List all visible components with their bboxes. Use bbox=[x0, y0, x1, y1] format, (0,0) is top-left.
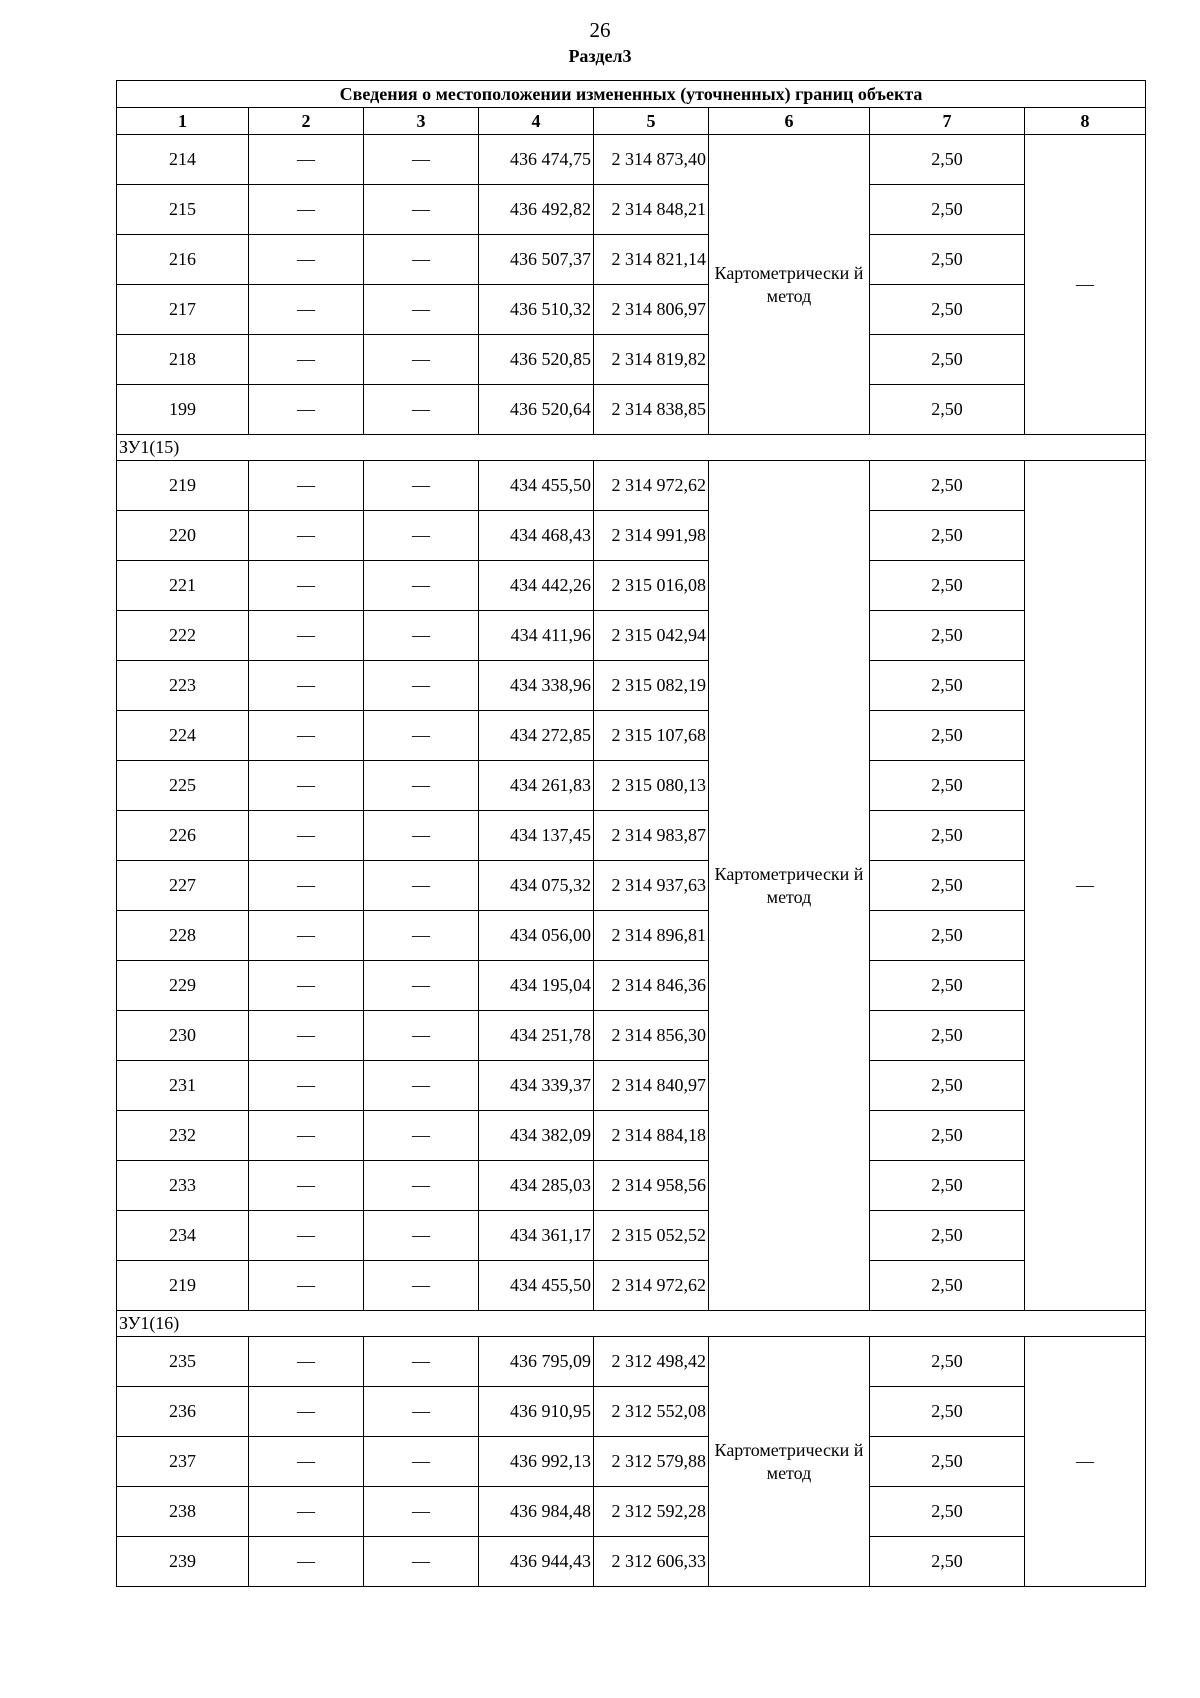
dash-cell: — bbox=[364, 1487, 479, 1537]
dash-cell: — bbox=[249, 1537, 364, 1587]
x-coordinate-cell: 436 507,37 bbox=[479, 235, 594, 285]
accuracy-cell: 2,50 bbox=[870, 1161, 1025, 1211]
dash-cell: — bbox=[364, 611, 479, 661]
table-row bbox=[117, 711, 1146, 761]
column-number: 4 bbox=[479, 108, 594, 135]
accuracy-cell: 2,50 bbox=[870, 1211, 1025, 1261]
dash-cell: — bbox=[364, 961, 479, 1011]
accuracy-cell: 2,50 bbox=[870, 711, 1025, 761]
dash-cell: — bbox=[249, 911, 364, 961]
point-number-cell: 225 bbox=[117, 761, 249, 811]
boundary-coordinates-table bbox=[116, 80, 1146, 1587]
dash-cell: — bbox=[364, 861, 479, 911]
dash-cell: — bbox=[364, 1437, 479, 1487]
x-coordinate-cell: 436 510,32 bbox=[479, 285, 594, 335]
dash-cell: — bbox=[364, 135, 479, 185]
dash-cell: — bbox=[249, 811, 364, 861]
y-coordinate-cell: 2 312 606,33 bbox=[594, 1537, 709, 1587]
point-number-cell: 227 bbox=[117, 861, 249, 911]
table-row bbox=[117, 135, 1146, 185]
y-coordinate-cell: 2 315 016,08 bbox=[594, 561, 709, 611]
x-coordinate-cell: 434 075,32 bbox=[479, 861, 594, 911]
point-number-cell: 214 bbox=[117, 135, 249, 185]
dash-cell: — bbox=[249, 1161, 364, 1211]
table-row bbox=[117, 1161, 1146, 1211]
table-row bbox=[117, 761, 1146, 811]
x-coordinate-cell: 436 984,48 bbox=[479, 1487, 594, 1537]
y-coordinate-cell: 2 314 896,81 bbox=[594, 911, 709, 961]
x-coordinate-cell: 434 455,50 bbox=[479, 1261, 594, 1311]
dash-cell: — bbox=[249, 1061, 364, 1111]
land-plot-label: ЗУ1(16) bbox=[117, 1311, 1146, 1337]
dash-cell: — bbox=[249, 761, 364, 811]
dash-cell: — bbox=[249, 961, 364, 1011]
table-row bbox=[117, 461, 1146, 511]
description-cell: — bbox=[1025, 461, 1146, 1311]
dash-cell: — bbox=[364, 1161, 479, 1211]
dash-cell: — bbox=[249, 1337, 364, 1387]
point-number-cell: 216 bbox=[117, 235, 249, 285]
x-coordinate-cell: 434 137,45 bbox=[479, 811, 594, 861]
x-coordinate-cell: 434 338,96 bbox=[479, 661, 594, 711]
page-number: 26 bbox=[589, 18, 611, 42]
point-number-cell: 238 bbox=[117, 1487, 249, 1537]
dash-cell: — bbox=[364, 661, 479, 711]
table-row bbox=[117, 1487, 1146, 1537]
y-coordinate-cell: 2 314 806,97 bbox=[594, 285, 709, 335]
accuracy-cell: 2,50 bbox=[870, 461, 1025, 511]
point-number-cell: 226 bbox=[117, 811, 249, 861]
table-row bbox=[117, 235, 1146, 285]
point-number-cell: 220 bbox=[117, 511, 249, 561]
y-coordinate-cell: 2 314 873,40 bbox=[594, 135, 709, 185]
x-coordinate-cell: 436 474,75 bbox=[479, 135, 594, 185]
section-title: Раздел3 bbox=[568, 46, 632, 66]
accuracy-cell: 2,50 bbox=[870, 511, 1025, 561]
point-number-cell: 233 bbox=[117, 1161, 249, 1211]
group-header-row bbox=[117, 435, 1146, 461]
accuracy-cell: 2,50 bbox=[870, 1537, 1025, 1587]
x-coordinate-cell: 434 455,50 bbox=[479, 461, 594, 511]
accuracy-cell: 2,50 bbox=[870, 661, 1025, 711]
dash-cell: — bbox=[364, 1011, 479, 1061]
dash-cell: — bbox=[249, 711, 364, 761]
y-coordinate-cell: 2 314 856,30 bbox=[594, 1011, 709, 1061]
y-coordinate-cell: 2 314 846,36 bbox=[594, 961, 709, 1011]
table-row bbox=[117, 1387, 1146, 1437]
y-coordinate-cell: 2 315 042,94 bbox=[594, 611, 709, 661]
accuracy-cell: 2,50 bbox=[870, 335, 1025, 385]
column-number: 3 bbox=[364, 108, 479, 135]
point-number-cell: 218 bbox=[117, 335, 249, 385]
y-coordinate-cell: 2 312 552,08 bbox=[594, 1387, 709, 1437]
y-coordinate-cell: 2 314 983,87 bbox=[594, 811, 709, 861]
y-coordinate-cell: 2 314 958,56 bbox=[594, 1161, 709, 1211]
x-coordinate-cell: 434 339,37 bbox=[479, 1061, 594, 1111]
accuracy-cell: 2,50 bbox=[870, 561, 1025, 611]
dash-cell: — bbox=[364, 461, 479, 511]
point-number-cell: 199 bbox=[117, 385, 249, 435]
dash-cell: — bbox=[249, 1011, 364, 1061]
dash-cell: — bbox=[249, 511, 364, 561]
accuracy-cell: 2,50 bbox=[870, 811, 1025, 861]
description-cell: — bbox=[1025, 1337, 1146, 1587]
y-coordinate-cell: 2 314 884,18 bbox=[594, 1111, 709, 1161]
dash-cell: — bbox=[249, 861, 364, 911]
point-number-cell: 236 bbox=[117, 1387, 249, 1437]
accuracy-cell: 2,50 bbox=[870, 1061, 1025, 1111]
dash-cell: — bbox=[364, 1387, 479, 1437]
group-header-row bbox=[117, 1311, 1146, 1337]
accuracy-cell: 2,50 bbox=[870, 1261, 1025, 1311]
accuracy-cell: 2,50 bbox=[870, 135, 1025, 185]
dash-cell: — bbox=[249, 611, 364, 661]
y-coordinate-cell: 2 314 819,82 bbox=[594, 335, 709, 385]
x-coordinate-cell: 434 261,83 bbox=[479, 761, 594, 811]
x-coordinate-cell: 434 285,03 bbox=[479, 1161, 594, 1211]
point-number-cell: 215 bbox=[117, 185, 249, 235]
dash-cell: — bbox=[249, 185, 364, 235]
x-coordinate-cell: 436 520,64 bbox=[479, 385, 594, 435]
table-row bbox=[117, 285, 1146, 335]
x-coordinate-cell: 434 195,04 bbox=[479, 961, 594, 1011]
dash-cell: — bbox=[364, 511, 479, 561]
accuracy-cell: 2,50 bbox=[870, 861, 1025, 911]
dash-cell: — bbox=[249, 461, 364, 511]
dash-cell: — bbox=[364, 761, 479, 811]
accuracy-cell: 2,50 bbox=[870, 1111, 1025, 1161]
point-number-cell: 232 bbox=[117, 1111, 249, 1161]
accuracy-cell: 2,50 bbox=[870, 185, 1025, 235]
accuracy-cell: 2,50 bbox=[870, 235, 1025, 285]
method-cell: Картометрически й метод bbox=[709, 1337, 870, 1587]
y-coordinate-cell: 2 312 498,42 bbox=[594, 1337, 709, 1387]
point-number-cell: 231 bbox=[117, 1061, 249, 1111]
point-number-cell: 234 bbox=[117, 1211, 249, 1261]
point-number-cell: 219 bbox=[117, 1261, 249, 1311]
dash-cell: — bbox=[249, 1111, 364, 1161]
y-coordinate-cell: 2 312 579,88 bbox=[594, 1437, 709, 1487]
table-row bbox=[117, 185, 1146, 235]
dash-cell: — bbox=[364, 1261, 479, 1311]
point-number-cell: 219 bbox=[117, 461, 249, 511]
table-row bbox=[117, 1261, 1146, 1311]
point-number-cell: 239 bbox=[117, 1537, 249, 1587]
table-row bbox=[117, 1211, 1146, 1261]
y-coordinate-cell: 2 315 080,13 bbox=[594, 761, 709, 811]
accuracy-cell: 2,50 bbox=[870, 385, 1025, 435]
accuracy-cell: 2,50 bbox=[870, 1487, 1025, 1537]
y-coordinate-cell: 2 314 972,62 bbox=[594, 1261, 709, 1311]
dash-cell: — bbox=[364, 335, 479, 385]
dash-cell: — bbox=[364, 385, 479, 435]
x-coordinate-cell: 436 795,09 bbox=[479, 1337, 594, 1387]
description-cell: — bbox=[1025, 135, 1146, 435]
dash-cell: — bbox=[364, 1337, 479, 1387]
dash-cell: — bbox=[249, 1261, 364, 1311]
column-number: 8 bbox=[1025, 108, 1146, 135]
dash-cell: — bbox=[249, 135, 364, 185]
column-number: 5 bbox=[594, 108, 709, 135]
table-row bbox=[117, 961, 1146, 1011]
dash-cell: — bbox=[249, 1387, 364, 1437]
accuracy-cell: 2,50 bbox=[870, 1387, 1025, 1437]
accuracy-cell: 2,50 bbox=[870, 911, 1025, 961]
accuracy-cell: 2,50 bbox=[870, 1437, 1025, 1487]
dash-cell: — bbox=[364, 911, 479, 961]
table-row bbox=[117, 1437, 1146, 1487]
point-number-cell: 230 bbox=[117, 1011, 249, 1061]
y-coordinate-cell: 2 315 052,52 bbox=[594, 1211, 709, 1261]
table-row bbox=[117, 1337, 1146, 1387]
accuracy-cell: 2,50 bbox=[870, 611, 1025, 661]
dash-cell: — bbox=[364, 1111, 479, 1161]
dash-cell: — bbox=[364, 811, 479, 861]
dash-cell: — bbox=[249, 1211, 364, 1261]
table-row bbox=[117, 511, 1146, 561]
x-coordinate-cell: 434 251,78 bbox=[479, 1011, 594, 1061]
table-caption: Сведения о местоположении измененных (уточненных) границ объекта bbox=[117, 81, 1146, 108]
point-number-cell: 237 bbox=[117, 1437, 249, 1487]
point-number-cell: 223 bbox=[117, 661, 249, 711]
y-coordinate-cell: 2 314 838,85 bbox=[594, 385, 709, 435]
y-coordinate-cell: 2 314 972,62 bbox=[594, 461, 709, 511]
table-row bbox=[117, 1111, 1146, 1161]
table-row bbox=[117, 561, 1146, 611]
dash-cell: — bbox=[249, 561, 364, 611]
dash-cell: — bbox=[364, 185, 479, 235]
column-number: 2 bbox=[249, 108, 364, 135]
dash-cell: — bbox=[249, 1437, 364, 1487]
dash-cell: — bbox=[364, 561, 479, 611]
accuracy-cell: 2,50 bbox=[870, 1337, 1025, 1387]
y-coordinate-cell: 2 314 821,14 bbox=[594, 235, 709, 285]
dash-cell: — bbox=[249, 661, 364, 711]
table-row bbox=[117, 861, 1146, 911]
x-coordinate-cell: 434 361,17 bbox=[479, 1211, 594, 1261]
table-row bbox=[117, 1061, 1146, 1111]
y-coordinate-cell: 2 314 840,97 bbox=[594, 1061, 709, 1111]
dash-cell: — bbox=[249, 385, 364, 435]
y-coordinate-cell: 2 314 848,21 bbox=[594, 185, 709, 235]
table-row bbox=[117, 1011, 1146, 1061]
point-number-cell: 221 bbox=[117, 561, 249, 611]
table-row bbox=[117, 811, 1146, 861]
y-coordinate-cell: 2 314 937,63 bbox=[594, 861, 709, 911]
x-coordinate-cell: 434 272,85 bbox=[479, 711, 594, 761]
accuracy-cell: 2,50 bbox=[870, 761, 1025, 811]
dash-cell: — bbox=[249, 235, 364, 285]
point-number-cell: 228 bbox=[117, 911, 249, 961]
table-row bbox=[117, 611, 1146, 661]
accuracy-cell: 2,50 bbox=[870, 961, 1025, 1011]
dash-cell: — bbox=[249, 335, 364, 385]
dash-cell: — bbox=[249, 285, 364, 335]
land-plot-label: ЗУ1(15) bbox=[117, 435, 1146, 461]
point-number-cell: 222 bbox=[117, 611, 249, 661]
y-coordinate-cell: 2 315 107,68 bbox=[594, 711, 709, 761]
x-coordinate-cell: 436 520,85 bbox=[479, 335, 594, 385]
point-number-cell: 235 bbox=[117, 1337, 249, 1387]
x-coordinate-cell: 436 910,95 bbox=[479, 1387, 594, 1437]
y-coordinate-cell: 2 315 082,19 bbox=[594, 661, 709, 711]
table-row bbox=[117, 1537, 1146, 1587]
accuracy-cell: 2,50 bbox=[870, 285, 1025, 335]
accuracy-cell: 2,50 bbox=[870, 1011, 1025, 1061]
x-coordinate-cell: 436 992,13 bbox=[479, 1437, 594, 1487]
table-row bbox=[117, 911, 1146, 961]
x-coordinate-cell: 436 944,43 bbox=[479, 1537, 594, 1587]
point-number-cell: 224 bbox=[117, 711, 249, 761]
dash-cell: — bbox=[249, 1487, 364, 1537]
table-row bbox=[117, 335, 1146, 385]
column-number-row bbox=[117, 108, 1146, 135]
method-cell: Картометрически й метод bbox=[709, 135, 870, 435]
dash-cell: — bbox=[364, 711, 479, 761]
x-coordinate-cell: 434 468,43 bbox=[479, 511, 594, 561]
dash-cell: — bbox=[364, 1211, 479, 1261]
y-coordinate-cell: 2 314 991,98 bbox=[594, 511, 709, 561]
point-number-cell: 217 bbox=[117, 285, 249, 335]
dash-cell: — bbox=[364, 1537, 479, 1587]
dash-cell: — bbox=[364, 285, 479, 335]
column-number: 6 bbox=[709, 108, 870, 135]
dash-cell: — bbox=[364, 1061, 479, 1111]
x-coordinate-cell: 434 056,00 bbox=[479, 911, 594, 961]
method-cell: Картометрически й метод bbox=[709, 461, 870, 1311]
table-row bbox=[117, 385, 1146, 435]
x-coordinate-cell: 434 411,96 bbox=[479, 611, 594, 661]
x-coordinate-cell: 434 442,26 bbox=[479, 561, 594, 611]
y-coordinate-cell: 2 312 592,28 bbox=[594, 1487, 709, 1537]
dash-cell: — bbox=[364, 235, 479, 285]
point-number-cell: 229 bbox=[117, 961, 249, 1011]
x-coordinate-cell: 434 382,09 bbox=[479, 1111, 594, 1161]
column-number: 1 bbox=[117, 108, 249, 135]
x-coordinate-cell: 436 492,82 bbox=[479, 185, 594, 235]
table-row bbox=[117, 661, 1146, 711]
column-number: 7 bbox=[870, 108, 1025, 135]
